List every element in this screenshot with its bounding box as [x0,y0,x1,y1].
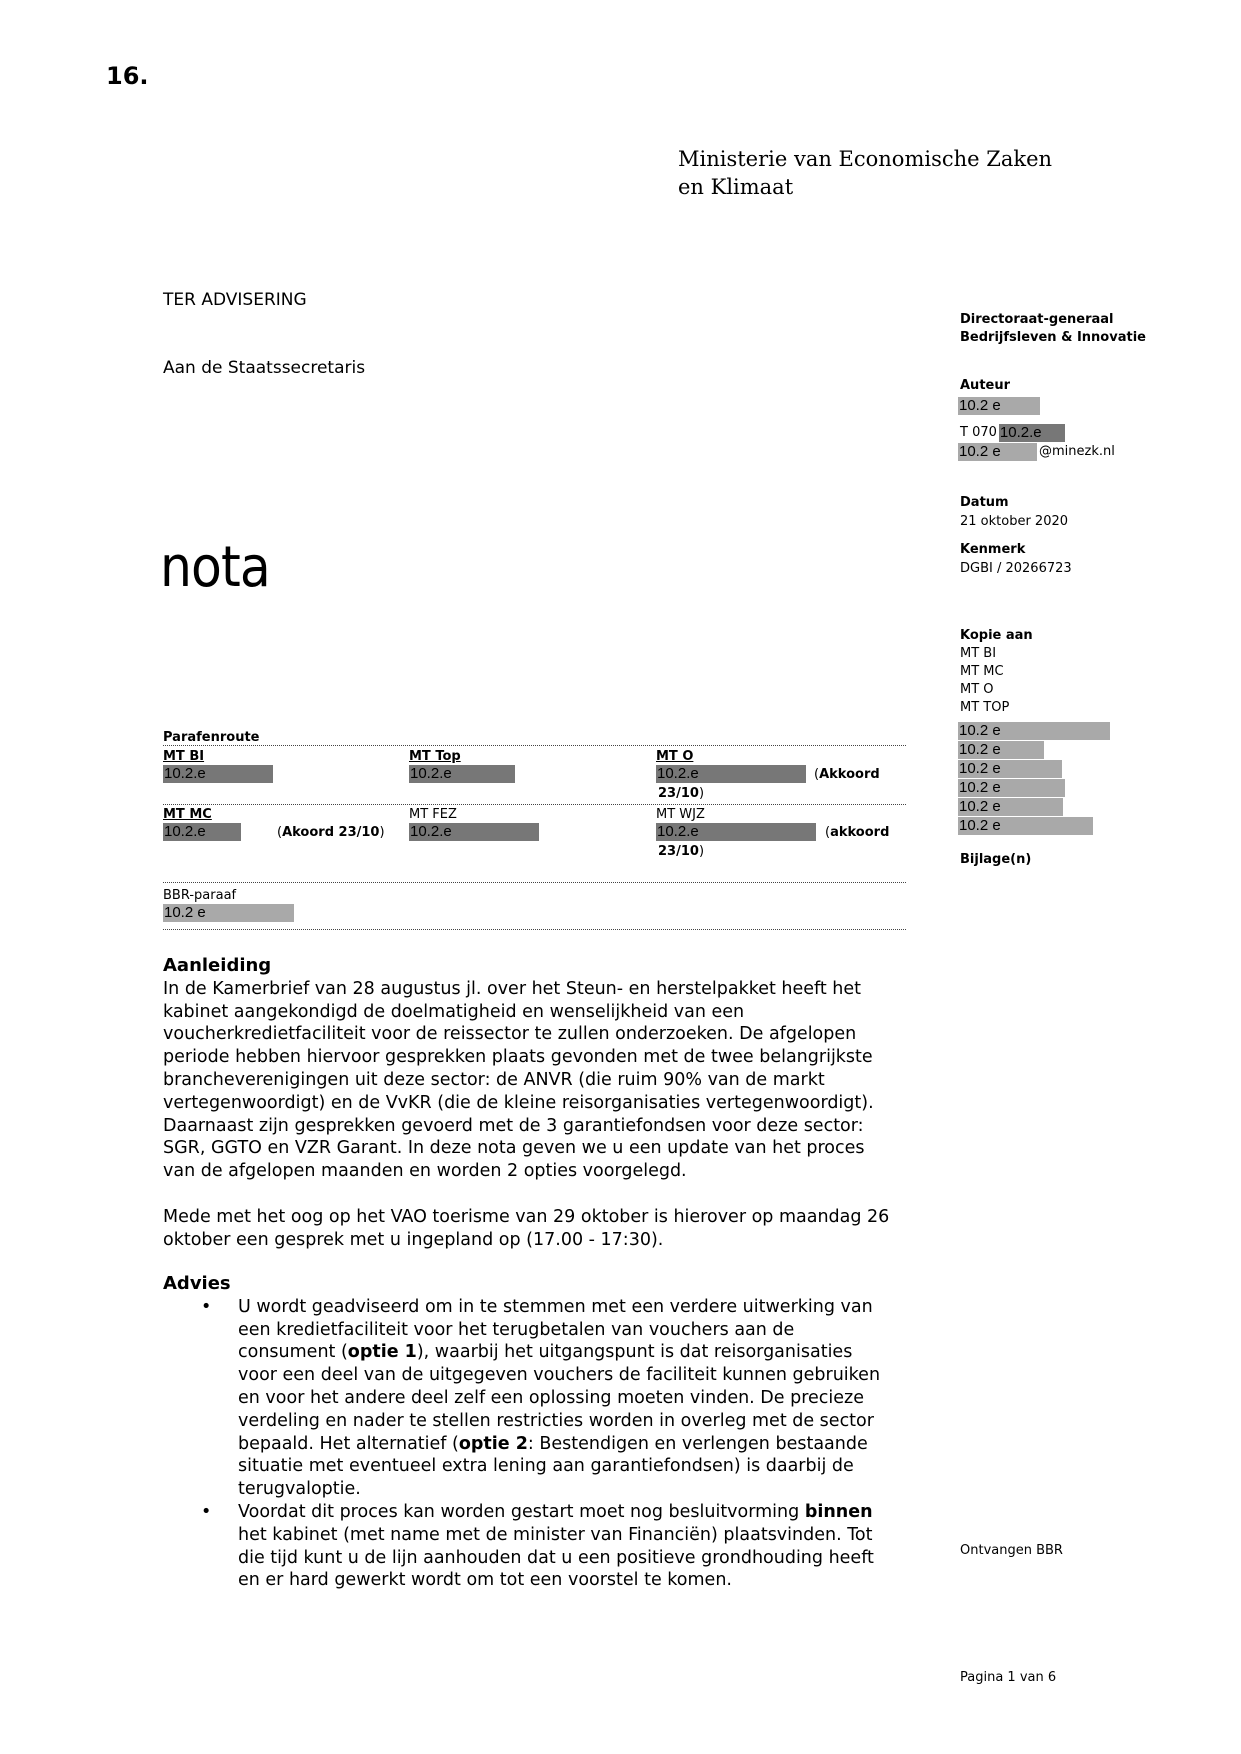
paraf-label: MT MC [163,807,212,822]
paraf-redaction: 10.2.e [409,823,539,841]
kopie-redaction: 10.2 e [958,779,1065,797]
paragraph-line: kabinet aangekondigd de doelmatigheid en wenselijkheid van een [163,1001,745,1022]
paraf-redaction: 10.2.e [656,765,806,783]
paraf-label: MT BI [163,749,205,764]
paraf-label: MT Top [409,749,461,764]
paragraph-line: Daarnaast zijn gesprekken gevoerd met de 3 garantiefondsen voor deze sector: [163,1115,864,1136]
paragraph-line: oktober een gesprek met u ingepland op (17.00 - 17:30). [163,1229,664,1250]
paraf-mt-wjz-note-line2: 23/10) [658,844,705,859]
datum-label: Datum [960,495,1009,510]
kopie-label: Kopie aan [960,628,1033,643]
phone-prefix: T 070 [960,425,997,440]
advies-heading: Advies [163,1273,231,1294]
auteur-redaction: 10.2 e [958,397,1040,416]
divider [163,804,906,805]
kopie-item: MT TOP [960,700,1010,715]
kopie-redaction: 10.2 e [958,817,1093,835]
bullet: • [201,1296,212,1317]
bullet: • [201,1501,212,1522]
ministry-name [678,145,1052,201]
sidebar-auteur-label: Auteur [960,378,1011,393]
email-redaction: 10.2 e [958,443,1037,461]
bijlage-label: Bijlage(n) [960,852,1032,867]
paraf-label: MT O [656,749,694,764]
kopie-item: MT O [960,682,994,697]
paraf-redaction: 10.2.e [409,765,515,783]
addressee: Aan de Staatssecretaris [163,358,366,378]
paraf-mt-o [656,748,806,783]
paraf-label: MT FEZ [409,807,457,822]
paraf-mt-bi [163,748,273,783]
ter-advisering-label: TER ADVISERING [163,290,307,310]
paraf-redaction: 10.2.e [656,823,816,841]
kopie-redaction: 10.2 e [958,798,1063,816]
paraf-label: BBR-paraaf [163,888,237,903]
page-number: Pagina 1 van 6 [960,1670,1057,1685]
kopie-redaction: 10.2 e [958,760,1062,778]
kopie-item: MT BI [960,646,997,661]
divider [163,929,906,930]
paraf-redaction: 10.2.e [163,823,241,841]
divider [163,882,906,883]
datum-value: 21 oktober 2020 [960,514,1069,529]
paraf-mt-wjz [656,806,816,841]
kopie-redactions [958,722,1110,835]
paragraph-line: vertegenwoordigt) en de VvKR (die de kleine reisorganisaties vertegenwoordigt). [163,1092,874,1113]
paraf-redaction: 10.2 e [163,904,294,922]
paragraph-line: SGR, GGTO en VZR Garant. In deze nota geven we u een update van het proces [163,1138,865,1159]
ontvangen-bbr-note: Ontvangen BBR [960,1543,1063,1558]
document-number: 16. [106,62,149,90]
paraf-mt-o-note: (Akkoord [814,767,880,782]
paragraph-line: voucherkredietfaciliteit voor de reissector te zullen onderzoeken. De afgelopen [163,1024,857,1045]
kopie-item: MT MC [960,664,1004,679]
paragraph-line: brancheverenigingen uit deze sector: de ANVR (die ruim 90% van de markt [163,1069,825,1090]
sidebar-directorate [960,311,1146,347]
dg-line-2: Bedrijfsleven & Innovatie [960,330,1146,345]
paragraph-line: Mede met het oog op het VAO toerisme van 29 oktober is hierover op maandag 26 [163,1206,890,1227]
kopie-redaction: 10.2 e [958,722,1110,740]
paraf-mt-top [409,748,515,783]
advies-list [163,1296,963,1592]
dg-line-1: Directoraat-generaal [960,312,1114,327]
section-advies [163,1273,963,1592]
phone-redaction: 10.2.e [999,424,1065,442]
phone-line [960,424,1065,442]
paraf-redaction: 10.2.e [163,765,273,783]
paraf-mt-o-note-line2: 23/10) [658,786,705,801]
paraf-mt-mc-note: (Akoord 23/10) [277,825,385,840]
list-item: • U wordt geadviseerd om in te stemmen met een verdere uitwerking van een kredietfaciliteit voor het terugbetalen van vouchers aan de consument (optie 1), waarbij het uitgangspunt is dat reisorganisaties voor een deel van de uitgegeven vouchers de faciliteit kunnen gebruiken en voor het andere deel zelf een oplossing moeten vinden. De precieze verdeling en nader te stellen restricties worden in overleg met de sector bepaald. Het alternatief (optie 2: Bestendigen en verlengen bestaande situatie met eventueel extra lening aan garantiefondsen) is daarbij de terugvaloptie. [201,1296,881,1500]
ministry-line-1: Ministerie van Economische Zaken [678,147,1053,171]
kenmerk-value: DGBI / 20266723 [960,561,1072,576]
kopie-list [960,645,1009,717]
paragraph-line: In de Kamerbrief van 28 augustus jl. over het Steun- en herstelpakket heeft het [163,978,862,999]
document-type-title: nota [160,535,270,600]
paraf-label: MT WJZ [656,807,705,822]
section-aanleiding [163,955,963,1251]
kenmerk-label: Kenmerk [960,542,1026,557]
divider [163,745,906,746]
paragraph-line: periode hebben hiervoor gesprekken plaats gevonden met de twee belangrijkste [163,1047,873,1068]
kopie-redaction: 10.2 e [958,741,1044,759]
paraf-bbr [163,887,294,922]
ministry-line-2: en Klimaat [678,175,794,199]
email-suffix: @minezk.nl [1039,444,1115,459]
paraf-mt-wjz-note: (akkoord [825,825,890,840]
email-line [958,443,1115,461]
paraf-mt-mc [163,806,241,841]
aanleiding-heading: Aanleiding [163,955,272,976]
list-item: • Voordat dit proces kan worden gestart moet nog besluitvorming binnen het kabinet (met name met de minister van Financiën) plaatsvinden. Tot die tijd kunt u de lijn aanhouden dat u een positieve grondhouding heeft en er hard gewerkt wordt om tot een voorstel te komen. [201,1501,874,1591]
parafenroute-title: Parafenroute [163,730,260,745]
paraf-mt-fez [409,806,539,841]
paragraph-line: van de afgelopen maanden en worden 2 opties voorgelegd. [163,1161,687,1182]
